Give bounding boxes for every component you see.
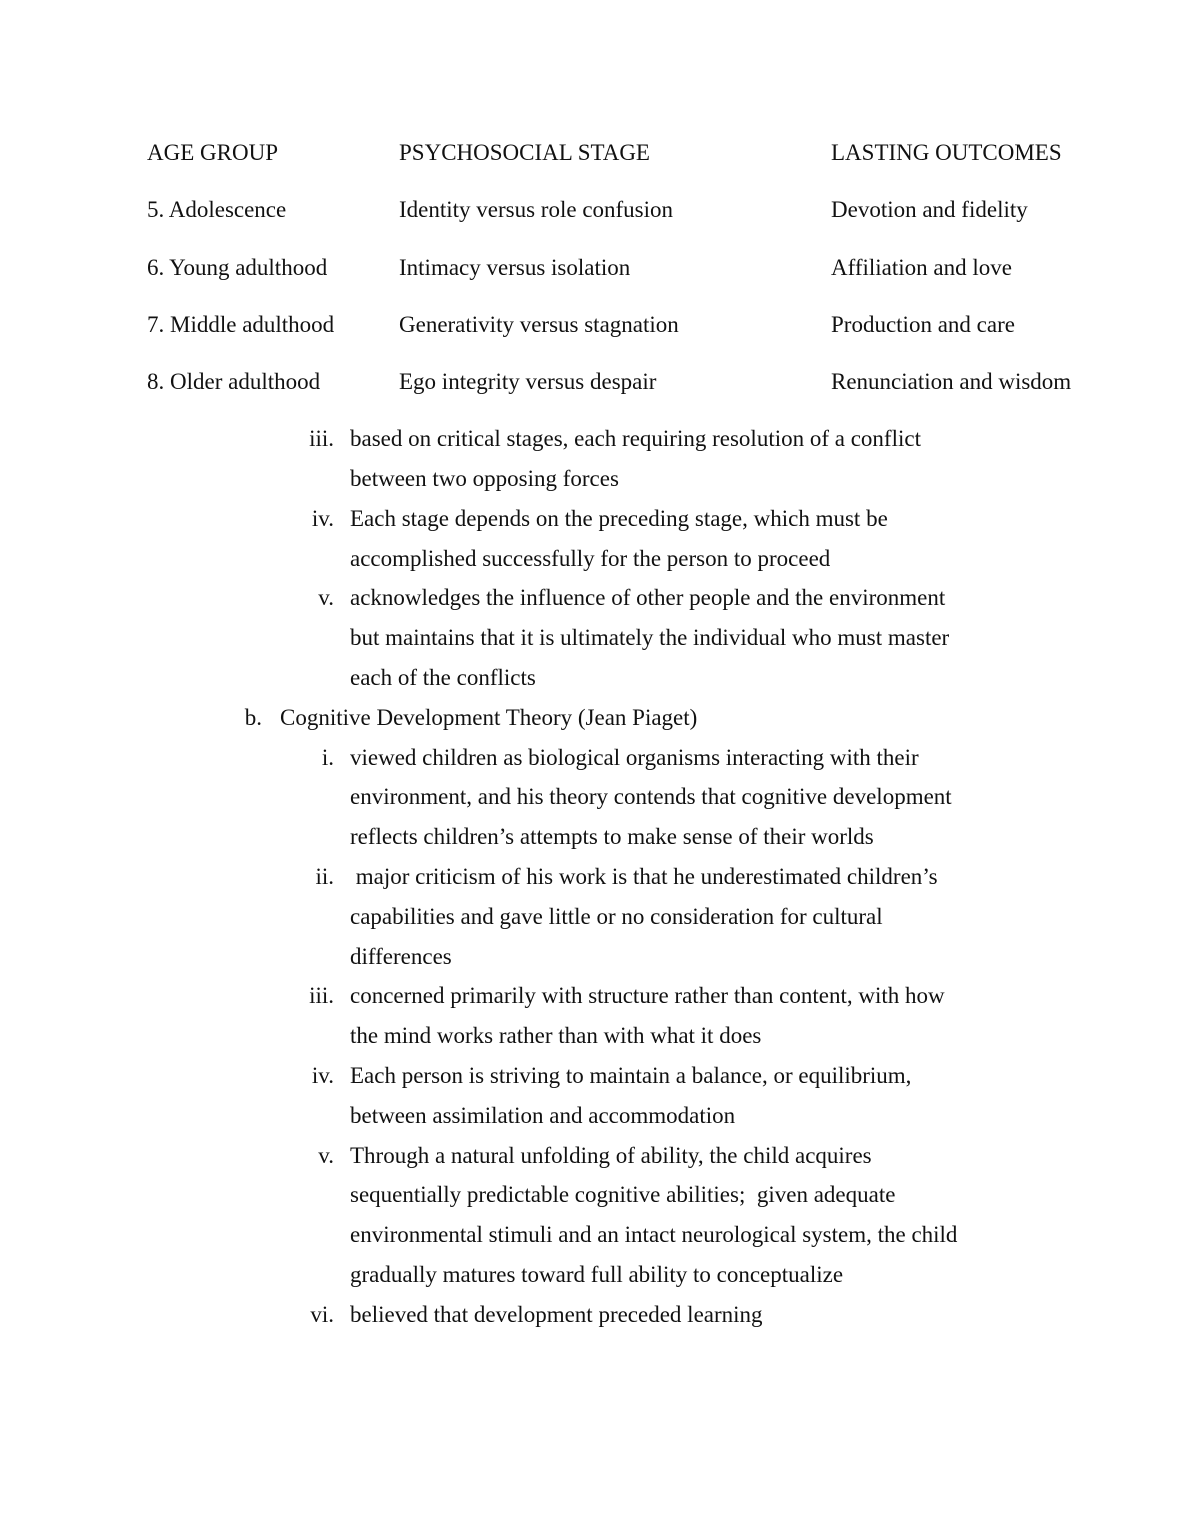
header-lasting-outcomes: LASTING OUTCOMES [831, 140, 1062, 165]
list-item-text: Each person is striving to maintain a balance, or equilibrium, [350, 1063, 912, 1088]
list-item-text: between two opposing forces [350, 466, 619, 491]
list-item-text: between assimilation and accommodation [350, 1103, 736, 1128]
stage-cell: Identity versus role confusion [399, 197, 674, 222]
list-item-text: acknowledges the influence of other people and the environment [350, 585, 946, 610]
outcome-cell: Renunciation and wisdom [831, 369, 1072, 394]
list-item-text: Through a natural unfolding of ability, the child acquires [350, 1143, 872, 1168]
list-item-text: the mind works rather than with what it does [350, 1023, 762, 1048]
list-item-text: each of the conflicts [350, 665, 536, 690]
list-item-text: differences [350, 944, 452, 969]
list-marker: iii. [309, 983, 334, 1008]
list-item-text: major criticism of his work is that he underestimated children’s [350, 864, 938, 889]
age-group-cell: 7. Middle adulthood [147, 312, 335, 337]
list-item-text: accomplished successfully for the person to proceed [350, 546, 831, 571]
section-title: Cognitive Development Theory (Jean Piaget) [280, 705, 698, 730]
list-item-text: believed that development preceded learning [350, 1302, 763, 1327]
age-group-cell: 5. Adolescence [147, 197, 287, 222]
list-item-text: gradually matures toward full ability to conceptualize [350, 1262, 844, 1287]
list-marker: iv. [311, 1063, 334, 1088]
stage-cell: Generativity versus stagnation [399, 312, 679, 337]
list-item-text: environment, and his theory contends that cognitive development [350, 784, 952, 809]
outcome-cell: Devotion and fidelity [831, 197, 1028, 222]
stage-cell: Ego integrity versus despair [399, 369, 657, 394]
list-marker: iii. [309, 426, 334, 451]
list-item-text: based on critical stages, each requiring resolution of a conflict [350, 426, 921, 451]
list-marker: i. [321, 745, 334, 770]
list-marker: v. [318, 1143, 334, 1168]
list-item-text: capabilities and gave little or no consideration for cultural [350, 904, 883, 929]
age-group-cell: 8. Older adulthood [147, 369, 321, 394]
header-psychosocial-stage: PSYCHOSOCIAL STAGE [399, 140, 650, 165]
stage-cell: Intimacy versus isolation [399, 255, 631, 280]
list-marker: v. [318, 585, 334, 610]
age-group-cell: 6. Young adulthood [147, 255, 328, 280]
header-age-group: AGE GROUP [147, 140, 278, 165]
list-item-text: sequentially predictable cognitive abilities; given adequate [350, 1182, 896, 1207]
list-marker: ii. [315, 864, 334, 889]
list-item-text: concerned primarily with structure rather than content, with how [350, 983, 945, 1008]
list-marker: iv. [311, 506, 334, 531]
list-marker: vi. [310, 1302, 334, 1327]
list-item-text: but maintains that it is ultimately the individual who must master [350, 625, 950, 650]
list-item-text: viewed children as biological organisms interacting with their [350, 745, 919, 770]
outcome-cell: Affiliation and love [831, 255, 1012, 280]
list-item-text: environmental stimuli and an intact neurological system, the child [350, 1222, 958, 1247]
outcome-cell: Production and care [831, 312, 1015, 337]
list-item-text: Each stage depends on the preceding stage, which must be [350, 506, 888, 531]
section-marker: b. [244, 705, 262, 730]
list-item-text: reflects children’s attempts to make sense of their worlds [350, 824, 874, 849]
